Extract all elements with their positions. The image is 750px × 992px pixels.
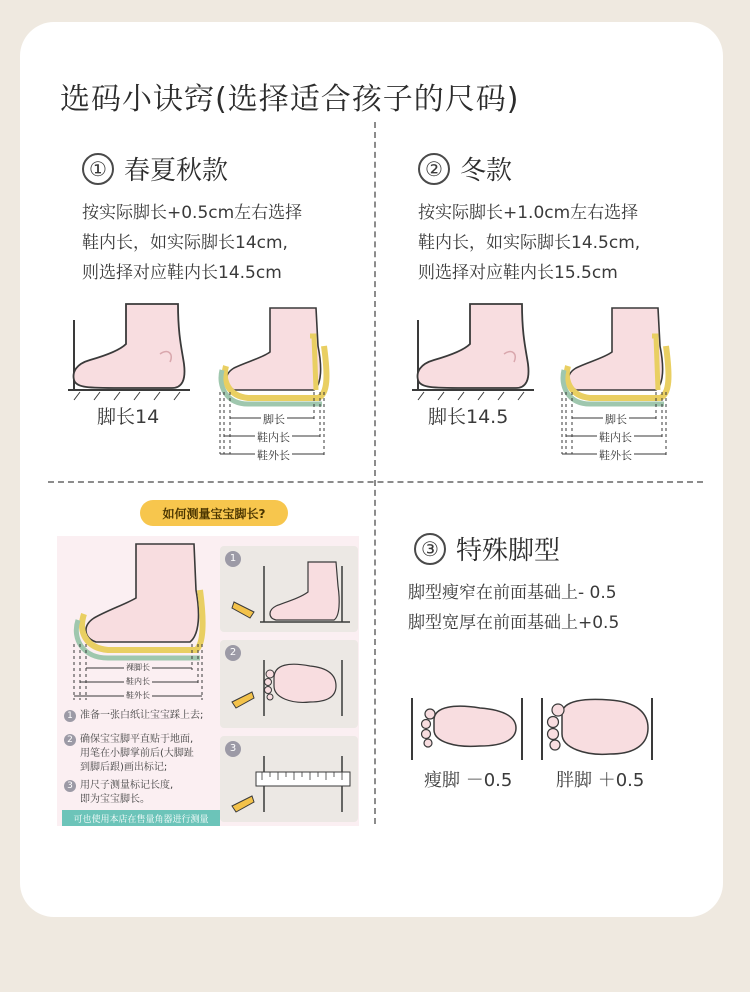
thin-foot-label: 瘦脚 －0.5 (424, 770, 513, 791)
step-number: 3 (64, 780, 76, 792)
panel-number: 2 (225, 645, 241, 661)
guide-step-2 (64, 733, 194, 775)
measure-label: 鞋外长 (257, 449, 290, 462)
thin-foot-illustration (410, 694, 530, 764)
section2-description (418, 198, 640, 288)
panel-number: 3 (225, 741, 241, 757)
section2-heading (418, 150, 512, 187)
guide-measure-label: 裸脚长 (126, 663, 150, 672)
measure-label: 脚长 (263, 413, 285, 426)
section3-line: 脚型宽厚在前面基础上+0.5 (408, 613, 620, 633)
guide-footer: 可也使用本店在售量角器进行测量 (62, 810, 220, 826)
step-text: 确保宝宝脚平直贴于地面, 用笔在小脚掌前后(大脚趾 到脚后跟)画出标记; (80, 734, 194, 773)
step-text: 准备一张白纸让宝宝踩上去; (80, 710, 204, 721)
section2-line: 鞋内长，如实际脚长14.5cm, (418, 233, 641, 253)
measure-label: 鞋外长 (599, 449, 632, 462)
section2-line: 则选择对应鞋内长15.5cm (418, 263, 618, 283)
section1-line: 鞋内长，如实际脚长14cm, (82, 233, 288, 253)
step-text: 用尺子测量标记长度, 即为宝宝脚长。 (80, 780, 174, 805)
guide-step-1 (64, 709, 203, 723)
guide-step-3 (64, 779, 173, 807)
section1-title: 春夏秋款 (124, 156, 229, 186)
horizontal-divider (48, 481, 703, 483)
step-number: 2 (64, 734, 76, 746)
step-number: 1 (64, 710, 76, 722)
foot-side-illustration-1 (60, 300, 200, 400)
guide-title-pill: 如何测量宝宝脚长? (140, 500, 288, 526)
step-panel-2 (220, 640, 358, 728)
section3-line: 脚型瘦窄在前面基础上- 0.5 (408, 583, 617, 603)
section3-description (408, 578, 619, 638)
section3-number: ③ (414, 533, 446, 565)
foot-top-view-icon (230, 650, 350, 720)
page-title: 选码小诀窍(选择适合孩子的尺码) (60, 82, 520, 117)
panel-number: 1 (225, 551, 241, 567)
section1-line: 则选择对应鞋内长14.5cm (82, 263, 282, 283)
vertical-divider (374, 122, 376, 824)
wide-foot-illustration (540, 694, 660, 764)
step-panel-3 (220, 736, 358, 822)
step-panel-1 (220, 546, 358, 632)
section1-description (82, 198, 302, 288)
section2-number: ② (418, 153, 450, 185)
foot-side-illustration-2 (404, 300, 544, 400)
ruler-icon (230, 746, 350, 816)
wide-foot-label: 胖脚 ＋0.5 (556, 770, 645, 791)
section1-foot-label: 脚长14 (97, 406, 160, 428)
section3-title: 特殊脚型 (456, 536, 561, 566)
section2-foot-label: 脚长14.5 (428, 406, 509, 428)
section3-heading (414, 530, 560, 567)
guide-measure-label: 鞋内长 (126, 677, 150, 686)
foot-on-paper-icon (230, 556, 350, 626)
section2-line: 按实际脚长+1.0cm左右选择 (418, 203, 639, 223)
measure-label: 鞋内长 (257, 431, 290, 444)
section2-title: 冬款 (460, 156, 513, 186)
guide-measure-label: 鞋外长 (126, 691, 150, 700)
measure-label: 鞋内长 (599, 431, 632, 444)
section1-heading (82, 150, 228, 187)
measure-label: 脚长 (605, 413, 627, 426)
section1-number: ① (82, 153, 114, 185)
section1-line: 按实际脚长+0.5cm左右选择 (82, 203, 303, 223)
